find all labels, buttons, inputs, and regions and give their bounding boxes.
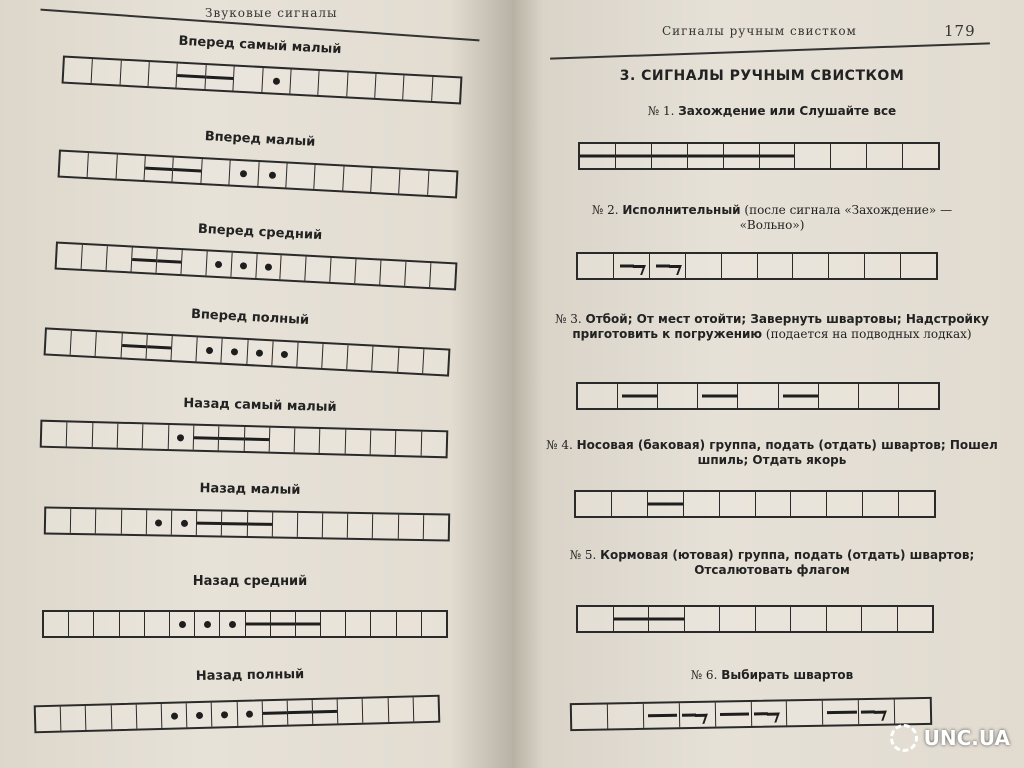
- right-page: [512, 0, 1024, 768]
- long-blast: [206, 76, 233, 80]
- signal-title: Назад полный: [195, 667, 305, 684]
- sun-icon: [890, 724, 918, 752]
- signal-caption: [572, 668, 972, 683]
- long-blast: [247, 523, 271, 526]
- long-blast: [122, 344, 146, 348]
- short-blast-trill: [656, 265, 670, 268]
- signal-strip: [42, 610, 448, 638]
- long-blast: [246, 623, 270, 626]
- short-blast: [231, 348, 238, 355]
- long-blast: [702, 395, 737, 398]
- right-header-rule: [550, 42, 990, 59]
- long-blast: [720, 713, 750, 717]
- short-blast: [268, 171, 275, 178]
- section-title: 3. СИГНАЛЫ РУЧНЫМ СВИСТКОМ: [619, 68, 905, 84]
- short-blast: [179, 621, 186, 628]
- left-running-header: Звуковые сигналы: [205, 6, 338, 20]
- short-blast: [240, 262, 247, 269]
- long-blast: [616, 155, 651, 158]
- short-blast: [246, 710, 253, 717]
- signal-title: Отбой; От мест отойти; Завернуть швартовы; Надстройку приготовить к погружению: [572, 312, 989, 341]
- long-blast: [145, 167, 172, 171]
- signal-strip: [574, 490, 936, 518]
- signal-number: № 6.: [690, 668, 718, 682]
- signal-strip: [576, 605, 934, 633]
- trill-hook: [630, 265, 646, 275]
- short-blast: [265, 263, 272, 270]
- short-blast: [196, 711, 203, 718]
- long-blast: [132, 258, 156, 262]
- trill-hook: [764, 713, 779, 723]
- signal-title: Вперед малый: [204, 129, 316, 150]
- signal-number: № 4.: [546, 438, 573, 452]
- signal-caption: [572, 203, 972, 233]
- short-blast: [272, 77, 279, 84]
- watermark-text: UNC.UA: [923, 726, 1010, 750]
- long-blast: [157, 259, 181, 263]
- long-blast: [313, 710, 337, 714]
- signal-title: Кормовая (ютовая) группа, подать (отдать) швартов; Отсалютовать флагом: [600, 548, 975, 577]
- long-blast: [783, 395, 818, 398]
- signal-title: Исполнительный: [622, 203, 741, 217]
- signal-title: Вперед средний: [197, 221, 323, 244]
- signal-caption: [552, 312, 992, 342]
- long-blast: [147, 345, 171, 349]
- long-blast: [580, 155, 615, 158]
- long-blast: [197, 522, 221, 525]
- signal-number: № 2.: [591, 203, 619, 217]
- signal-title: Носовая (баковая) группа, подать (отдать) швартов; Пошел шпиль; Отдать якорь: [576, 438, 998, 467]
- short-blast: [204, 621, 211, 628]
- signal-strip: [58, 150, 459, 199]
- signal-strip: [576, 382, 940, 410]
- long-blast: [648, 714, 678, 718]
- short-blast: [221, 711, 228, 718]
- long-blast: [724, 155, 759, 158]
- signal-strip: [578, 142, 940, 170]
- signal-strip: [44, 327, 451, 376]
- signal-title: Назад малый: [199, 481, 301, 498]
- signal-number: № 1.: [647, 104, 675, 118]
- right-running-header: Сигналы ручным свистком: [662, 24, 857, 38]
- signal-strip: [570, 697, 932, 731]
- trill-hook: [692, 714, 707, 724]
- short-blast: [281, 350, 288, 357]
- long-blast: [288, 711, 312, 715]
- long-blast: [271, 623, 295, 626]
- signal-note: (подается на подводных лодках): [765, 327, 972, 341]
- long-blast: [219, 437, 243, 441]
- signal-strip: [44, 506, 450, 541]
- long-blast: [652, 155, 687, 158]
- long-blast: [194, 436, 218, 440]
- short-blast: [170, 712, 177, 719]
- short-blast: [206, 346, 213, 353]
- short-blast: [229, 621, 236, 628]
- long-blast: [177, 74, 204, 78]
- short-blast: [256, 349, 263, 356]
- signal-title: Вперед самый малый: [178, 33, 342, 58]
- signal-number: № 5.: [569, 548, 597, 562]
- long-blast: [688, 155, 723, 158]
- signal-note: (после сигнала «Захождение» — «Вольно»): [739, 203, 953, 232]
- short-blast: [155, 519, 162, 526]
- signal-strip: [34, 695, 441, 734]
- long-blast: [648, 503, 683, 506]
- signal-number: № 3.: [555, 312, 582, 326]
- long-blast: [827, 711, 857, 715]
- signal-title: Вперед полный: [190, 306, 310, 329]
- short-blast: [240, 170, 247, 177]
- signal-title: Назад самый малый: [183, 395, 337, 416]
- short-blast: [180, 519, 187, 526]
- signal-strip: [62, 56, 463, 105]
- short-blast-trill: [754, 712, 768, 715]
- long-blast: [244, 438, 268, 442]
- short-blast: [177, 434, 184, 441]
- long-blast: [614, 618, 649, 621]
- signal-caption: [552, 104, 992, 119]
- signal-title: Выбирать швартов: [721, 668, 854, 682]
- long-blast: [173, 168, 200, 172]
- signal-strip: [40, 420, 449, 459]
- signal-caption: [537, 548, 1007, 578]
- signal-caption: [537, 438, 1007, 468]
- long-blast: [296, 623, 320, 626]
- long-blast: [263, 711, 287, 715]
- signal-strip: [55, 241, 458, 290]
- signal-title: Назад средний: [192, 574, 308, 589]
- page-number: 179: [944, 22, 976, 40]
- short-blast: [215, 260, 222, 267]
- long-blast: [649, 618, 684, 621]
- signal-title: Захождение или Слушайте все: [678, 104, 897, 118]
- long-blast: [222, 522, 246, 525]
- trill-hook: [666, 265, 682, 275]
- long-blast: [760, 155, 795, 158]
- signal-strip: [576, 252, 938, 280]
- long-blast: [622, 395, 657, 398]
- short-blast-trill: [682, 713, 696, 716]
- trill-hook: [872, 711, 887, 721]
- watermark: [890, 724, 1010, 752]
